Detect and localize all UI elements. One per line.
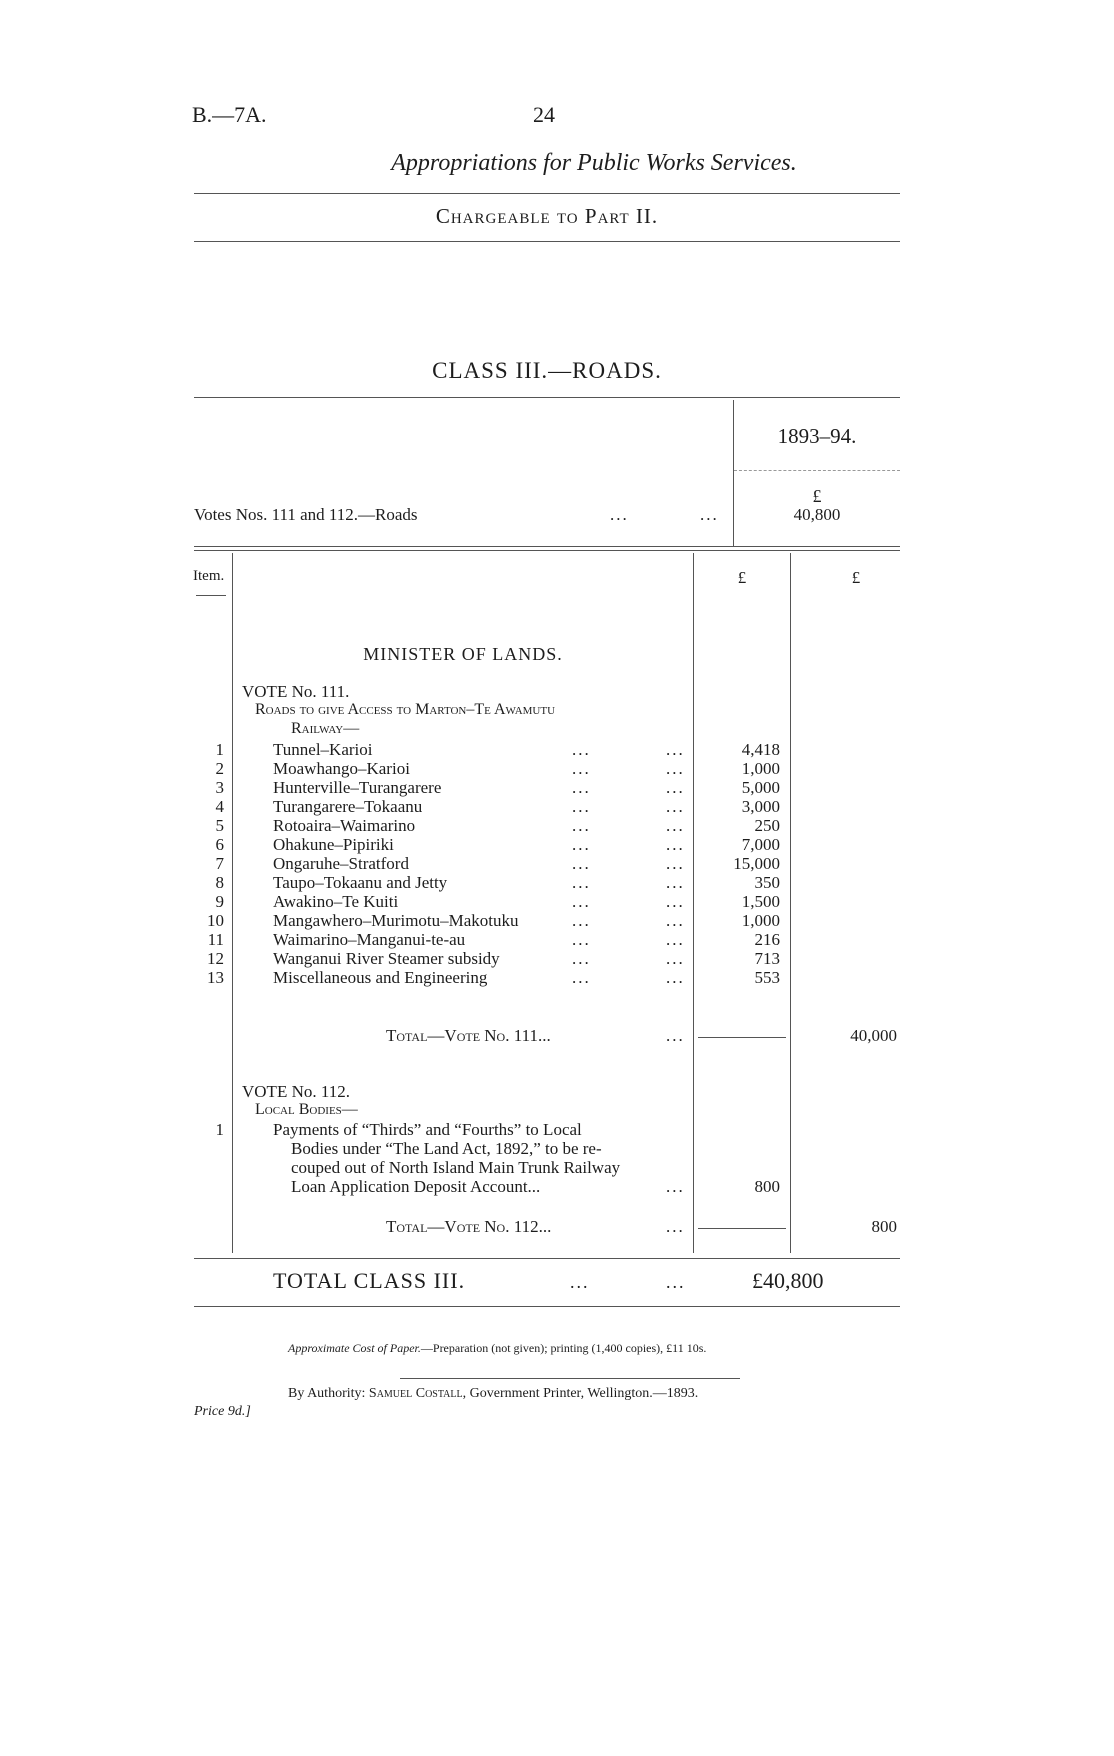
- row-item-number: 6: [215, 835, 224, 854]
- vote-112-desc-line1: Payments of “Thirds” and “Fourths” to Local: [273, 1120, 582, 1139]
- row-dots-2: ...: [666, 930, 685, 949]
- grand-total-dots-1: ...: [570, 1272, 590, 1292]
- grand-total-label: TOTAL CLASS III.: [273, 1268, 466, 1293]
- summary-rule-1: [194, 546, 900, 547]
- vote-112-desc-line2: Bodies under “The Land Act, 1892,” to be re-: [291, 1139, 602, 1158]
- authority-prefix: By Authority:: [288, 1386, 366, 1401]
- row-dots-2: ...: [666, 911, 685, 930]
- summary-dots-2: ...: [700, 505, 719, 524]
- row-item-number: 2: [215, 759, 224, 778]
- row-description: Turangarere–Tokaanu: [273, 797, 423, 816]
- row-item-number: 12: [207, 949, 224, 968]
- class-rule: [194, 397, 900, 398]
- row-amount: 5,000: [741, 778, 780, 797]
- vote-112-total-dots: ...: [666, 1217, 685, 1236]
- row-dots-2: ...: [666, 816, 685, 835]
- row-amount: 7,000: [741, 835, 780, 854]
- row-item-number: 13: [207, 968, 224, 987]
- grand-total-rule-bottom: [194, 1306, 900, 1307]
- grand-total-dots-2: ...: [666, 1272, 686, 1292]
- row-dots-1: ...: [572, 968, 591, 987]
- summary-rule-2: [194, 550, 900, 551]
- row-dots-1: ...: [572, 778, 591, 797]
- row-amount: 250: [754, 816, 780, 835]
- row-item-number: 5: [215, 816, 224, 835]
- row-dots-1: ...: [572, 949, 591, 968]
- authority-suffix: Government Printer, Wellington.—1893.: [469, 1386, 699, 1401]
- authority-line: [288, 1386, 698, 1402]
- vote-111-total-label: Total—Vote No. 111...: [386, 1026, 551, 1045]
- row-description: Rotoaira–Waimarino: [273, 816, 416, 835]
- price-note: Price 9d.]: [194, 1404, 251, 1419]
- vote-112-subtitle: Local Bodies—: [255, 1101, 358, 1118]
- vote-111-title: VOTE No. 111.: [242, 682, 350, 701]
- pound-header-2: £: [851, 568, 861, 587]
- document-ref: B.—7A.: [192, 102, 267, 127]
- row-item-number: 10: [207, 911, 224, 930]
- row-amount: 3,000: [741, 797, 780, 816]
- subtitle-rule: [194, 241, 900, 242]
- title-rule: [194, 193, 900, 194]
- row-description: Taupo–Tokaanu and Jetty: [273, 873, 448, 892]
- row-description: Ohakune–Pipiriki: [273, 835, 394, 854]
- vote-112-total-label: Total—Vote No. 112...: [386, 1217, 552, 1236]
- summary-currency: £: [812, 486, 822, 506]
- row-dots-2: ...: [666, 740, 685, 759]
- row-description: Moawhango–Karioi: [273, 759, 410, 778]
- row-dots-2: ...: [666, 949, 685, 968]
- row-dots-1: ...: [572, 816, 591, 835]
- vote-111-total-dots: ...: [666, 1026, 685, 1045]
- row-dots-2: ...: [666, 892, 685, 911]
- row-amount: 350: [754, 873, 780, 892]
- vote-112-item-number: 1: [215, 1120, 224, 1139]
- row-dots-2: ...: [666, 778, 685, 797]
- row-description: Mangawhero–Murimotu–Makotuku: [273, 911, 519, 930]
- row-dots-2: ...: [666, 854, 685, 873]
- row-dots-1: ...: [572, 873, 591, 892]
- page-subtitle: Chargeable to Part II.: [435, 204, 659, 228]
- vote-111-subtitle-line1: Roads to give Access to Marton–Te Awamutu: [255, 701, 556, 718]
- item-header-rule: [196, 595, 226, 596]
- page-number: 24: [533, 102, 555, 127]
- summary-amount: 40,800: [793, 505, 841, 524]
- row-item-number: 3: [215, 778, 224, 797]
- vote-111-total-rule: [698, 1037, 786, 1038]
- row-item-number: 11: [207, 930, 224, 949]
- row-amount: 4,418: [741, 740, 780, 759]
- summary-dots-1: ...: [610, 505, 629, 524]
- row-amount: 713: [754, 949, 780, 968]
- row-dots-1: ...: [572, 930, 591, 949]
- vote-112-desc-dots: ...: [666, 1177, 685, 1196]
- row-amount: 1,500: [741, 892, 780, 911]
- row-description: Awakino–Te Kuiti: [273, 892, 399, 911]
- vote-112-desc-line3: couped out of North Island Main Trunk Railway: [291, 1158, 621, 1177]
- row-amount: 1,000: [741, 911, 780, 930]
- row-item-number: 4: [215, 797, 224, 816]
- pound-header-1: £: [737, 568, 747, 587]
- row-item-number: 8: [215, 873, 224, 892]
- cost-text: —Preparation (not given); printing (1,400 copies), £11 10s.: [420, 1341, 707, 1355]
- vote-112-desc-line4: Loan Application Deposit Account...: [291, 1177, 541, 1196]
- row-description: Hunterville–Turangarere: [273, 778, 442, 797]
- row-dots-1: ...: [572, 740, 591, 759]
- section-title: MINISTER OF LANDS.: [363, 644, 563, 664]
- row-dots-2: ...: [666, 759, 685, 778]
- row-item-number: 9: [215, 892, 224, 911]
- row-dots-2: ...: [666, 968, 685, 987]
- cost-note: [288, 1341, 706, 1356]
- row-description: Miscellaneous and Engineering: [273, 968, 488, 987]
- vote-111-subtitle-line2: Railway—: [291, 720, 360, 737]
- row-dots-1: ...: [572, 911, 591, 930]
- authority-name: Samuel Costall,: [368, 1386, 467, 1401]
- grand-total-rule-top: [194, 1258, 900, 1259]
- row-dots-1: ...: [572, 892, 591, 911]
- row-amount: 15,000: [733, 854, 780, 873]
- row-dots-1: ...: [572, 854, 591, 873]
- row-dots-1: ...: [572, 835, 591, 854]
- row-amount: 553: [754, 968, 780, 987]
- row-amount: 216: [754, 930, 780, 949]
- row-dots-1: ...: [572, 759, 591, 778]
- row-item-number: 1: [215, 740, 224, 759]
- row-amount: 1,000: [741, 759, 780, 778]
- cost-label: Approximate Cost of Paper.: [288, 1341, 421, 1355]
- vote-112-amount: 800: [754, 1177, 780, 1196]
- class-title: CLASS III.—ROADS.: [432, 358, 662, 383]
- row-description: Tunnel–Karioi: [273, 740, 373, 759]
- row-description: Ongaruhe–Stratford: [273, 854, 409, 873]
- item-column-header: Item.: [193, 568, 225, 584]
- row-description: Wanganui River Steamer subsidy: [273, 949, 500, 968]
- page-title: Appropriations for Public Works Services.: [391, 150, 797, 176]
- summary-year: 1893–94.: [777, 424, 857, 448]
- row-dots-2: ...: [666, 835, 685, 854]
- vote-112-total-amount: 800: [871, 1217, 897, 1236]
- row-description: Waimarino–Manganui-te-au: [273, 930, 466, 949]
- summary-label: Votes Nos. 111 and 112.—Roads: [194, 505, 418, 524]
- row-dots-2: ...: [666, 797, 685, 816]
- row-dots-1: ...: [572, 797, 591, 816]
- summary-year-rule: [734, 470, 900, 471]
- row-dots-2: ...: [666, 873, 685, 892]
- vote-112-title: VOTE No. 112.: [242, 1082, 350, 1101]
- footer-rule: [400, 1378, 740, 1379]
- vote-112-total-rule: [698, 1228, 786, 1229]
- vote-111-total-amount: 40,000: [850, 1026, 897, 1045]
- grand-total-amount: £40,800: [752, 1268, 824, 1293]
- amount-column-rule-2: [790, 553, 791, 1253]
- row-item-number: 7: [215, 854, 224, 873]
